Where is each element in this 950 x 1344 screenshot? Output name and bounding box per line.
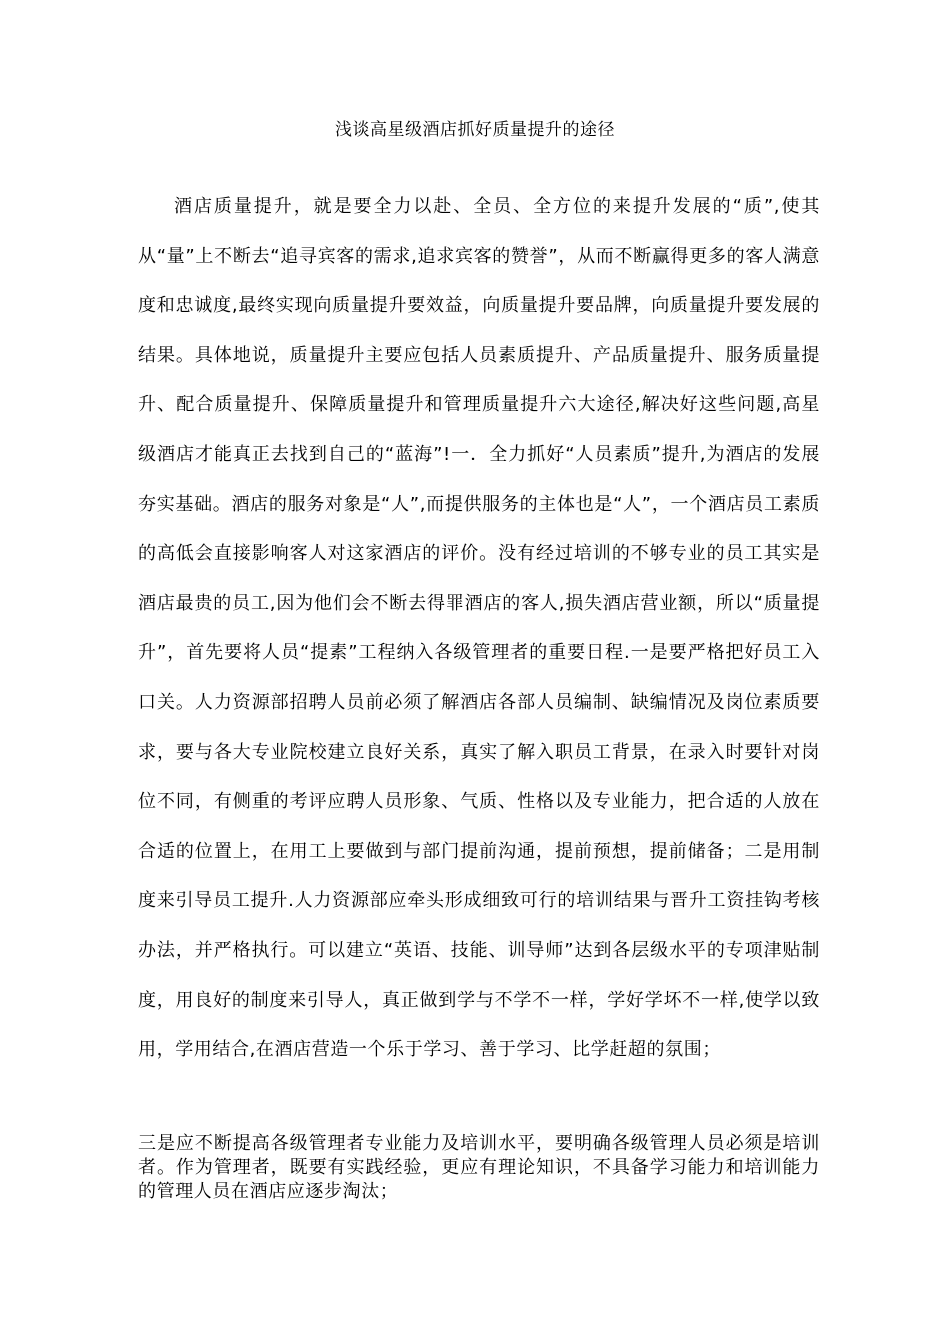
document-title: 浅谈高星级酒店抓好质量提升的途径 xyxy=(335,120,615,140)
body-paragraph: 酒店质量提升，就是要全力以赴、全员、全方位的来提升发展的“质”,使其从“量”上不断去“追寻宾客的需求,追求宾客的赞誉”，从而不断赢得更多的客人满意度和忠诚度,最终实现向质量提升要效益，向质量提升要品牌，向质量提升要发展的结果。具体地说，质量提升主要应包括人员素质提升、产品质量提升、服务质量提升、配合质量提升、保障质量提升和管理质量提升六大途径,解决好这些问题,高星级酒店才能真正去找到自己的“蓝海”!一．全力抓好“人员素质”提升,为酒店的发展夯实基础。酒店的服务对象是“人”,而提供服务的主体也是“人”，一个酒店员工素质的高低会直接影响客人对这家酒店的评价。没有经过培训的不够专业的员工其实是酒店最贵的员工,因为他们会不断去得罪酒店的客人,损失酒店营业额，所以“质量提升”，首先要将人员“提素”工程纳入各级管理者的重要日程.一是要严格把好员工入口关。人力资源部招聘人员前必须了解酒店各部人员编制、缺编情况及岗位素质要求，要与各大专业院校建立良好关系，真实了解入职员工背景，在录入时要针对岗位不同，有侧重的考评应聘人员形象、气质、性格以及专业能力，把合适的人放在合适的位置上，在用工上要做到与部门提前沟通，提前预想，提前储备；二是用制度来引导员工提升.人力资源部应牵头形成细致可行的培训结果与晋升工资挂钩考核办法，并严格执行。可以建立“英语、技能、训导师”达到各层级水平的专项津贴制度，用良好的制度来引导人，真正做到学与不学不一样，学好学坏不一样,使学以致用，学用结合,在酒店营造一个乐于学习、善于学习、比学赶超的氛围； xyxy=(138,196,820,1061)
body-paragraph-last: 三是应不断提高各级管理者专业能力及培训水平，要明确各级管理人员必须是培训者。作为管理者，既要有实践经验，更应有理论知识，不具备学习能力和培训能力的管理人员在酒店应逐步淘汰； xyxy=(138,1133,820,1202)
